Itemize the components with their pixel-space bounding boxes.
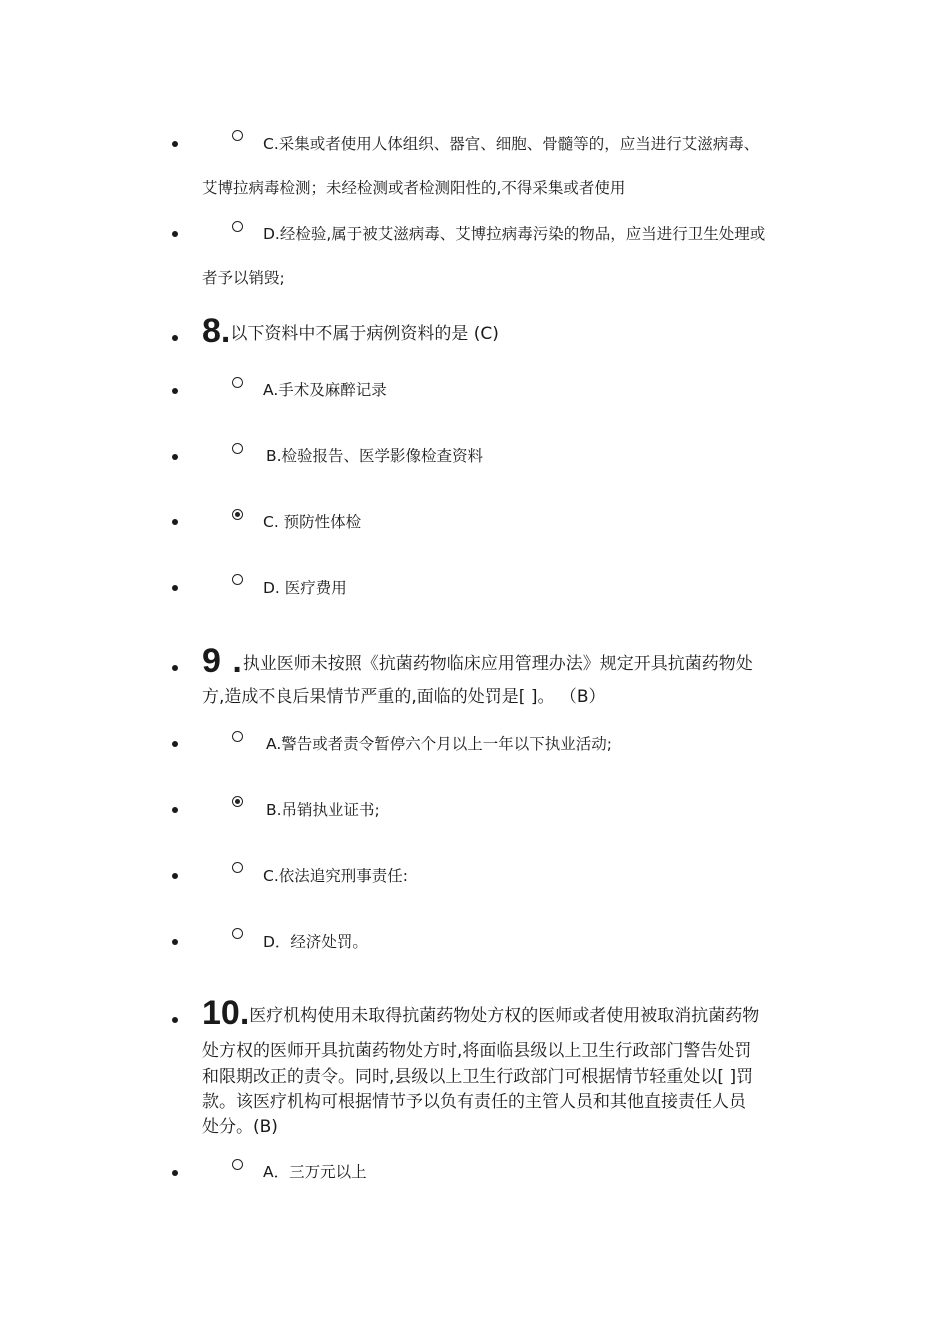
question-8: [202, 312, 812, 350]
option-text: C.采集或者使用人体组织、器官、细胞、骨髓等的，应当进行艾滋病毒、: [263, 135, 760, 153]
q8-option-a-text: A.手术及麻醉记录: [263, 381, 387, 399]
q9-option-c-text: C.依法追究刑事责任:: [263, 867, 408, 885]
list-bullet: [172, 1017, 178, 1023]
list-bullet: [172, 231, 178, 237]
list-bullet: [172, 454, 178, 460]
question-10-continued: 和限期改正的责令。同时,县级以上卫生行政部门可根据情节轻重处以[ ]罚: [202, 1067, 754, 1087]
question-10: [202, 994, 812, 1032]
question-number: 9 .: [202, 642, 243, 680]
q9-option-c-radio[interactable]: [232, 862, 243, 873]
question-text: 以下资料中不属于病例资料的是 (C): [230, 324, 499, 344]
q8-option-b-radio[interactable]: [232, 443, 243, 454]
question-10-continued: 处分。(B): [202, 1117, 278, 1137]
list-bullet: [172, 585, 178, 591]
q8-option-d-text: D. 医疗费用: [263, 579, 347, 597]
q8-option-c-text: C. 预防性体检: [263, 513, 362, 531]
question-9-continued: 方,造成不良后果情节严重的,面临的处罚是[ ]。 （B）: [202, 687, 606, 707]
q9-option-a-text: A.警告或者责令暂停六个月以上一年以下执业活动;: [266, 735, 612, 753]
q10-option-a-text: A．三万元以上: [263, 1163, 367, 1181]
list-bullet: [172, 388, 178, 394]
question-10-continued: 处方权的医师开具抗菌药物处方时,将面临县级以上卫生行政部门警告处罚: [202, 1041, 752, 1061]
q8-option-d-radio[interactable]: [232, 574, 243, 585]
question-number: 10.: [202, 994, 250, 1032]
option-text-continued: 者予以销毁;: [202, 269, 285, 287]
question-text: 医疗机构使用未取得抗菌药物处方权的医师或者使用被取消抗菌药物: [249, 1006, 760, 1026]
q8-option-b-text: B.检验报告、医学影像检查资料: [266, 447, 484, 465]
list-bullet: [172, 873, 178, 879]
list-bullet: [172, 807, 178, 813]
list-bullet: [172, 1170, 178, 1176]
question-9: [202, 642, 812, 680]
option-radio[interactable]: [232, 221, 243, 232]
list-bullet: [172, 519, 178, 525]
q9-option-a-radio[interactable]: [232, 731, 243, 742]
list-bullet: [172, 741, 178, 747]
list-bullet: [172, 939, 178, 945]
option-radio[interactable]: [232, 130, 243, 141]
list-bullet: [172, 335, 178, 341]
question-10-continued: 款。该医疗机构可根据情节予以负有责任的主管人员和其他直接责任人员: [202, 1092, 746, 1112]
q8-option-c-radio[interactable]: [232, 509, 243, 520]
q8-option-a-radio[interactable]: [232, 377, 243, 388]
q10-option-a-radio[interactable]: [232, 1159, 243, 1170]
list-bullet: [172, 665, 178, 671]
option-text: D.经检验,属于被艾滋病毒、艾博拉病毒污染的物品，应当进行卫生处理或: [263, 225, 766, 243]
question-text: 执业医师未按照《抗菌药物临床应用管理办法》规定开具抗菌药物处: [242, 654, 753, 674]
q9-option-b-radio[interactable]: [232, 796, 243, 807]
option-text-continued: 艾博拉病毒检测；未经检测或者检测阳性的,不得采集或者使用: [202, 179, 626, 197]
q9-option-d-text: D．经济处罚。: [263, 933, 368, 951]
list-bullet: [172, 141, 178, 147]
question-number: 8.: [202, 312, 231, 350]
q9-option-d-radio[interactable]: [232, 928, 243, 939]
q9-option-b-text: B.吊销执业证书;: [266, 801, 380, 819]
